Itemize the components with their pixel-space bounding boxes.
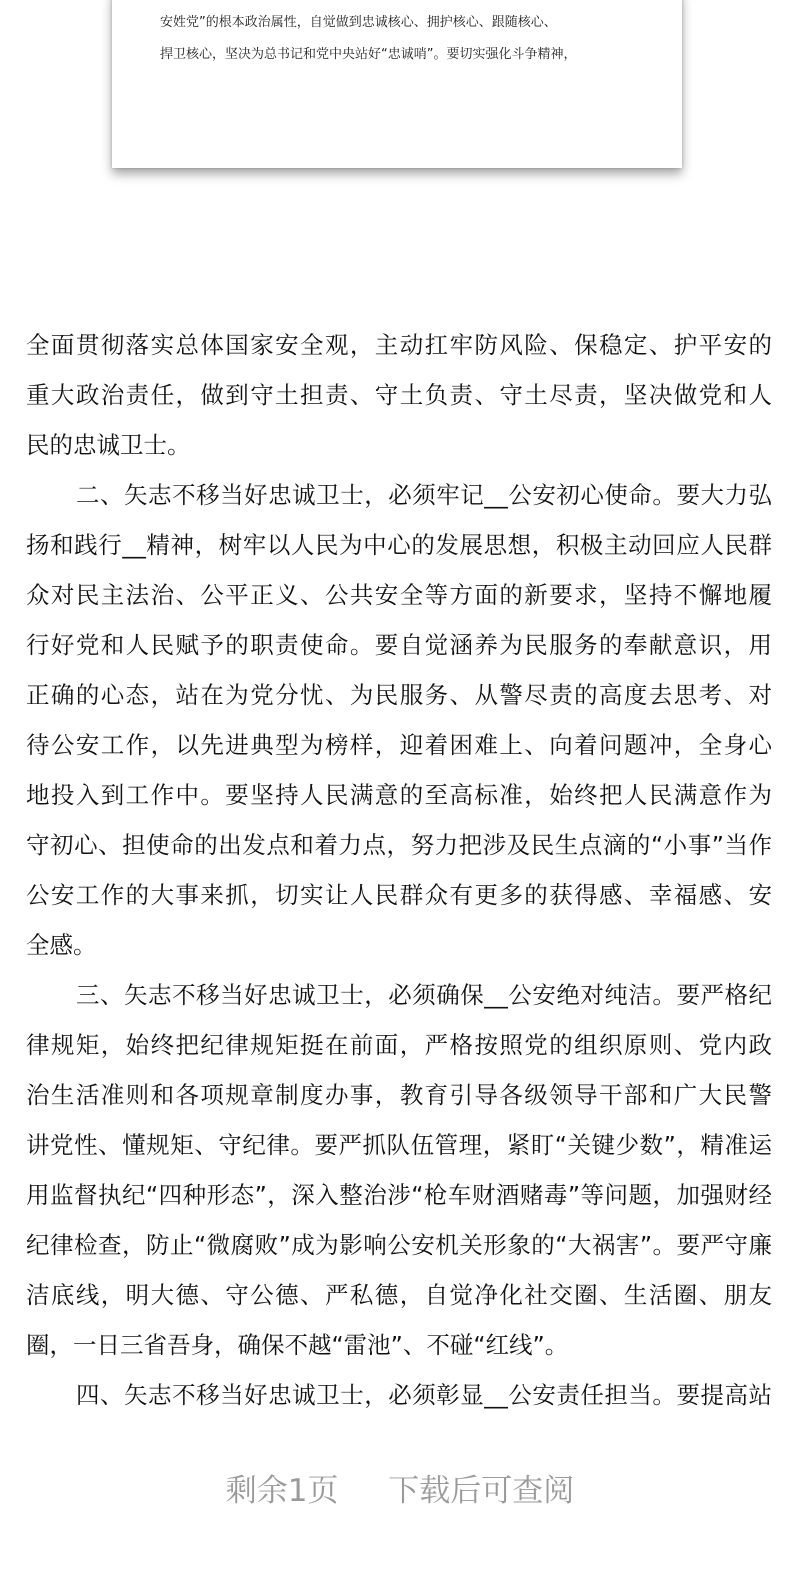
text-line: 全感。 <box>26 931 97 959</box>
text-line: 用监督执纪“四种形态”，深入整治涉“枪车财酒赌毒”等问题，加强财经 <box>26 1181 772 1209</box>
text-line: 正确的心态，站在为党分忧、为民服务、从警尽责的高度去思考、对 <box>26 681 772 709</box>
text-line: 行好党和人民赋予的职责使命。要自觉涵养为民服务的奉献意识，用 <box>26 631 772 659</box>
text-line: 纪律检查，防止“微腐败”成为影响公安机关形象的“大祸害”。要严守廉 <box>26 1231 772 1259</box>
text-line: 地投入到工作中。要坚持人民满意的至高标准，始终把人民满意作为 <box>26 781 772 809</box>
text-line: 众对民主法治、公平正义、公共安全等方面的新要求，坚持不懈地履 <box>26 581 772 609</box>
text-line: 洁底线，明大德、守公德、严私德，自觉净化社交圈、生活圈、朋友 <box>26 1281 772 1309</box>
text-line: 待公安工作，以先进典型为榜样，迎着困难上、向着问题冲，全身心 <box>26 731 772 759</box>
text-line: 四、矢志不移当好忠诚卫士，必须彰显__公安责任担当。要提高站 <box>76 1381 772 1409</box>
document-preview-card <box>112 0 682 168</box>
text-line: 二、矢志不移当好忠诚卫士，必须牢记__公安初心使命。要大力弘 <box>76 481 772 509</box>
text-line: 全面贯彻落实总体国家安全观，主动扛牢防风险、保稳定、护平安的 <box>26 331 772 359</box>
text-line: 民的忠诚卫士。 <box>26 431 191 459</box>
text-line: 公安工作的大事来抓，切实让人民群众有更多的获得感、幸福感、安 <box>26 881 772 909</box>
download-prompt[interactable] <box>0 1465 800 1510</box>
text-line: 律规矩，始终把纪律规矩挺在前面，严格按照党的组织原则、党内政 <box>26 1031 772 1059</box>
text-line: 扬和践行__精神，树牢以人民为中心的发展思想，积极主动回应人民群 <box>26 531 772 559</box>
text-line: 守初心、担使命的出发点和着力点，努力把涉及民生点滴的“小事”当作 <box>26 831 772 859</box>
text-line: 治生活准则和各项规章制度办事，教育引导各级领导干部和广大民警 <box>26 1081 772 1109</box>
text-line: 圈，一日三省吾身，确保不越“雷池”、不碰“红线”。 <box>26 1331 569 1359</box>
preview-line: 安姓党”的根本政治属性，自觉做到忠诚核心、拥护核心、跟随核心、 <box>160 15 557 30</box>
text-line: 重大政治责任，做到守土担责、守土负责、守土尽责，坚决做党和人 <box>26 381 772 409</box>
text-line: 三、矢志不移当好忠诚卫士，必须确保__公安绝对纯洁。要严格纪 <box>76 981 772 1009</box>
remaining-pages-label: 剩余1页 <box>225 1473 339 1509</box>
document-body <box>26 327 772 1427</box>
preview-line: 捍卫核心，坚决为总书记和党中央站好“忠诚哨”。要切实强化斗争精神， <box>160 47 577 62</box>
text-line: 讲党性、懂规矩、守纪律。要严抓队伍管理，紧盯“关键少数”，精准运 <box>26 1131 772 1159</box>
download-to-view-label: 下载后可查阅 <box>388 1473 575 1509</box>
